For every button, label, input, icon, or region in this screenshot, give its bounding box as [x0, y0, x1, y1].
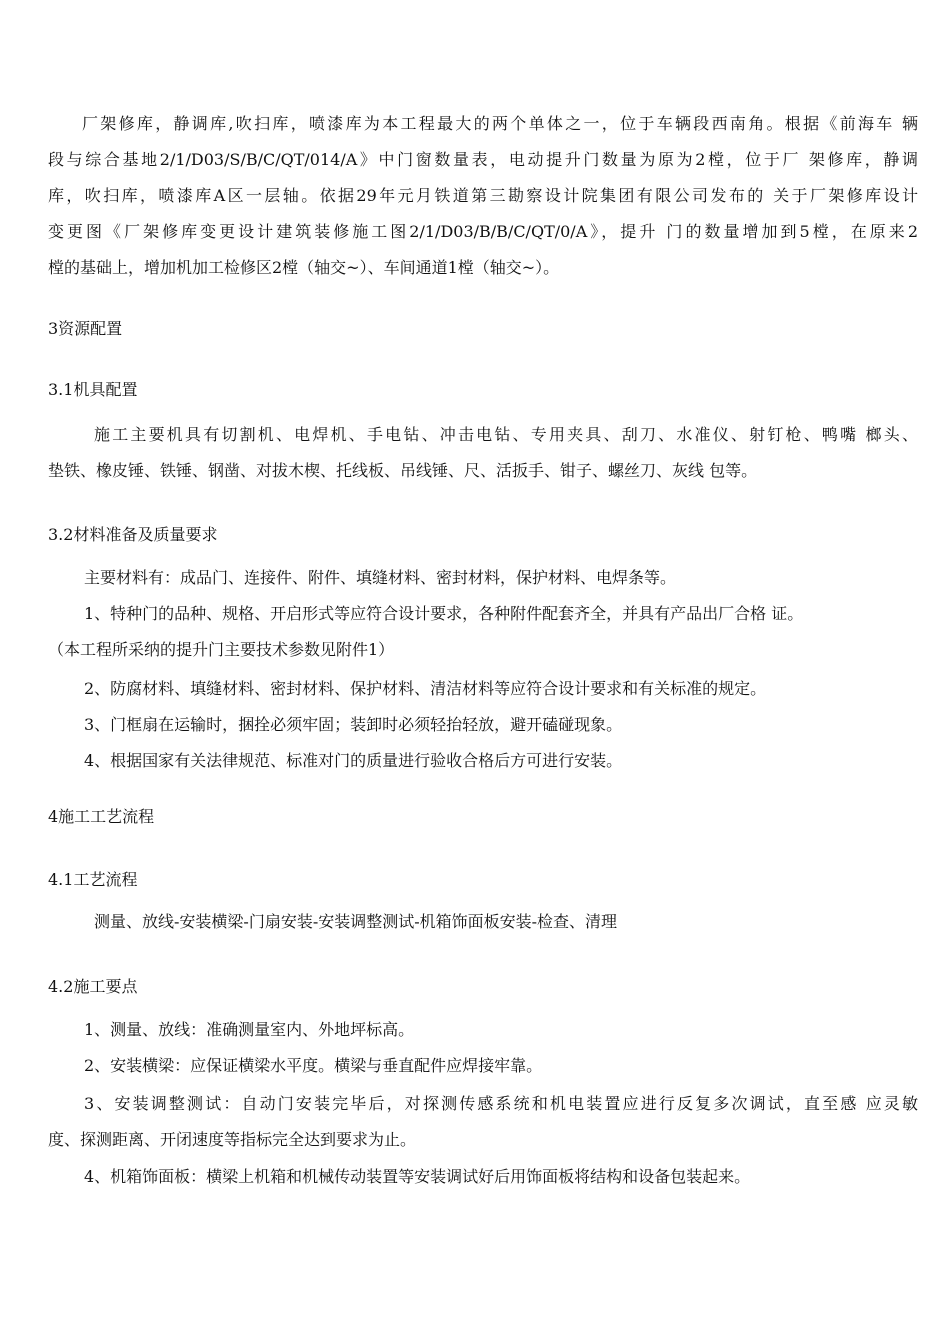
- section-4-1-title: 4.1工艺流程: [48, 870, 138, 889]
- section-3-1-title: 3.1机具配置: [48, 380, 138, 399]
- section-4-2-line-2: 2、安装横梁：应保证横梁水平度。横梁与垂直配件应焊接牢靠。: [84, 1056, 543, 1075]
- section-3-2-line-1: 主要材料有：成品门、连接件、附件、填缝材料、密封材料，保护材料、电焊条等。: [84, 568, 677, 587]
- section-3-2-line-3: （本工程所采纳的提升门主要技术参数见附件1）: [48, 640, 395, 659]
- section-4-2-line-1: 1、测量、放线：准确测量室内、外地坪标高。: [84, 1020, 415, 1039]
- section-3-2-line-4: 2、防腐材料、填缝材料、密封材料、保护材料、清洁材料等应符合设计要求和有关标准的规定。: [84, 679, 767, 698]
- intro-line-2: 段与综合基地2/1/D03/S/B/C/QT/014/A》中门窗数量表，电动提升门数量为原为2樘，位于厂 架修库，静调: [48, 150, 918, 169]
- section-3-1-line-1: 施工主要机具有切割机、电焊机、手电钻、冲击电钻、专用夹具、刮刀、水准仪、射钉枪、鸭嘴 榔头、: [94, 425, 918, 444]
- intro-line-3: 库，吹扫库，喷漆库A区一层轴。依据29年元月铁道第三勘察设计院集团有限公司发布的 关于厂架修库设计: [48, 186, 918, 205]
- section-3-2-line-5: 3、门框扇在运输时，捆拴必须牢固；装卸时必须轻抬轻放，避开磕碰现象。: [84, 715, 623, 734]
- section-3-2-line-6: 4、根据国家有关法律规范、标准对门的质量进行验收合格后方可进行安装。: [84, 751, 623, 770]
- intro-line-1: 厂架修库，静调库,吹扫库，喷漆库为本工程最大的两个单体之一，位于车辆段西南角。根据《前海车 辆: [82, 114, 918, 133]
- section-4-title: 4施工工艺流程: [48, 807, 155, 826]
- intro-line-4: 变更图《厂架修库变更设计建筑装修施工图2/1/D03/B/B/C/QT/0/A》，提升 门的数量增加到5樘，在原来2: [48, 222, 918, 241]
- intro-line-5: 樘的基础上，增加机加工检修区2樘（轴交~）、车间通道1樘（轴交~）。: [48, 258, 560, 277]
- section-3-title: 3资源配置: [48, 319, 123, 338]
- section-4-2-line-3: 3、安装调整测试：自动门安装完毕后，对探测传感系统和机电装置应进行反复多次调试，直至感 应灵敏: [84, 1094, 918, 1113]
- section-3-2-title: 3.2材料准备及质量要求: [48, 525, 218, 544]
- section-4-1-line-1: 测量、放线-安装横梁-门扇安装-安装调整测试-机箱饰面板安装-检查、清理: [94, 912, 618, 931]
- section-4-2-title: 4.2施工要点: [48, 977, 138, 996]
- section-3-1-line-2: 垫铁、橡皮锤、铁锤、钢凿、对拔木楔、托线板、吊线锤、尺、活扳手、钳子、螺丝刀、灰线 包等。: [48, 461, 758, 480]
- section-3-2-line-2: 1、特种门的品种、规格、开启形式等应符合设计要求，各种附件配套齐全，并具有产品出厂合格 证。: [84, 604, 804, 623]
- section-4-2-line-4: 度、探测距离、开闭速度等指标完全达到要求为止。: [48, 1130, 417, 1149]
- section-4-2-line-5: 4、机箱饰面板：横梁上机箱和机械传动装置等安装调试好后用饰面板将结构和设备包装起来。: [84, 1167, 751, 1186]
